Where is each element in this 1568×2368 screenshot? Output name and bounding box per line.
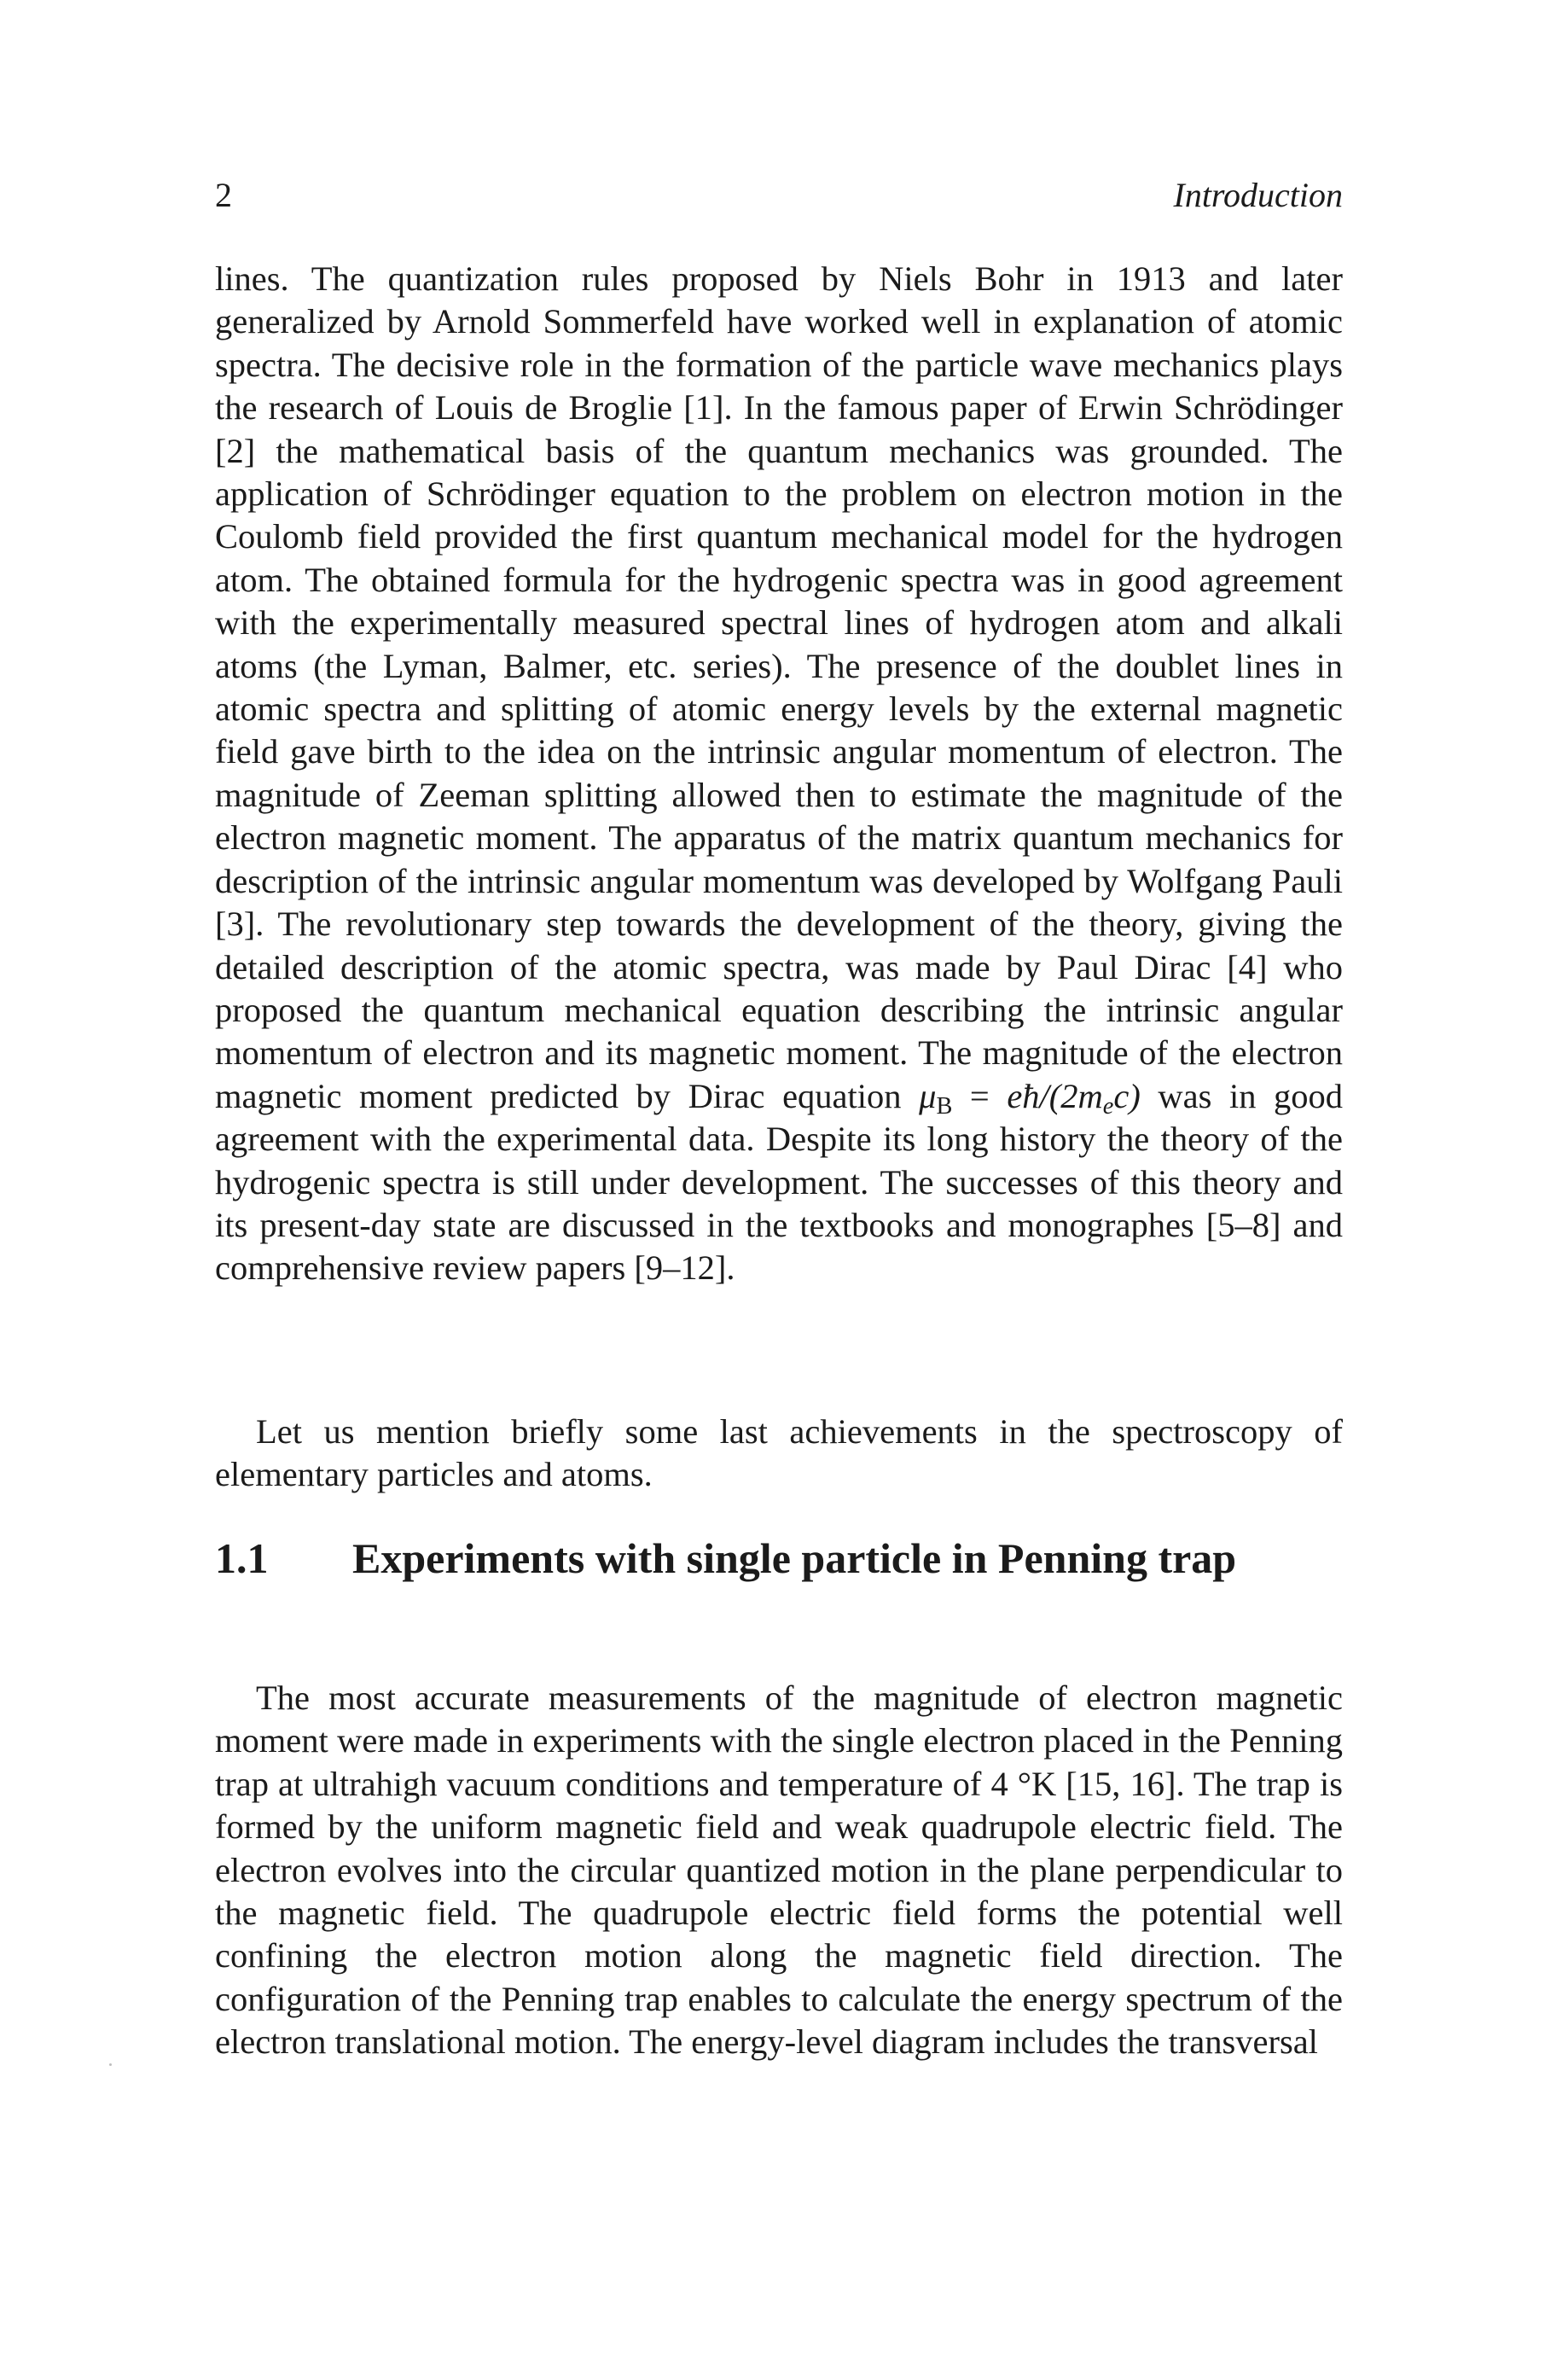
paragraph-1-text: lines. The quantization rules proposed by Niels Bohr in 1913 and later generalized by Arnold Sommerfeld have worked well in explanation of atomic spectra. The decisive role in the formation of the particle wave mechanics plays the research of Louis de Broglie [1]. In the famous paper of Erwin Schrödinger [2] the mathematical basis of the quantum mechanics was grounded. The application of Schrödinger equation to the problem on electron motion in the Coulomb field provided the first quantum mechanical model for the hydrogen atom. The obtained formula for the hydrogenic spectra was in good agreement with the experimentally measured spectral lines of hydrogen atom and alkali atoms (the Lyman, Balmer, etc. series). The presence of the doublet lines in atomic spectra and splitting of atomic energy levels by the external magnetic field gave birth to the idea on the intrinsic angular momentum of electron. The magnitude of Zeeman splitting allowed then to estimate the magnitude of the electron magnetic moment. The apparatus of the matrix quantum mechanics for description of the intrinsic angular momentum was developed by Wolfgang Pauli [3]. The revolutionary step towards the development of the theory, giving the detailed description of the atomic spectra, was made by Paul Dirac [4] who proposed the quantum mechanical equation describing the intrinsic angular momentum of electron and its magnetic moment. The magnitude of the electron magnetic moment predicted by Dirac equation: [215, 259, 1343, 1115]
running-head: Introduction: [1173, 176, 1343, 214]
section-title: Experiments with single particle in Penning trap: [352, 1534, 1237, 1582]
margin-mark: [109, 2063, 112, 2066]
paragraph-1-end-text: was in good agreement with the experimental data. Despite its long history the theory of the hydrogenic spectra is still under development. The successes of this theory and its present-day state are discussed in the textbooks and monographes [5–8] and comprehensive review papers [9–12].: [215, 1076, 1344, 1288]
section-heading: [215, 1533, 1343, 1584]
section-number: 1.1: [215, 1534, 269, 1582]
body-paragraph-2: Let us mention briefly some last achievements in the spectroscopy of elementary particles and atoms.: [215, 1412, 1343, 1494]
body-paragraph-1: [215, 258, 1343, 1290]
page-number: 2: [215, 176, 232, 214]
body-paragraph-3: The most accurate measurements of the magnitude of electron magnetic moment were made in experiments with the single electron placed in the Penning trap at ultrahigh vacuum conditions and temperature of 4 °K [15, 16]. The trap is formed by the uniform magnetic field and weak quadrupole electric field. The electron evolves into the circular quantized motion in the plane perpendicular to the magnetic field. The quadrupole electric field forms the potential well confining the electron motion along the magnetic field direction. The configuration of the Penning trap enables to calculate the energy spectrum of the electron translational motion. The energy-level diagram includes the transversal: [215, 1679, 1343, 2062]
formula-mu-b: $\mu_B$ = $eħ/(2m_ec)$: [919, 1076, 1141, 1120]
page-header: [215, 175, 1343, 226]
